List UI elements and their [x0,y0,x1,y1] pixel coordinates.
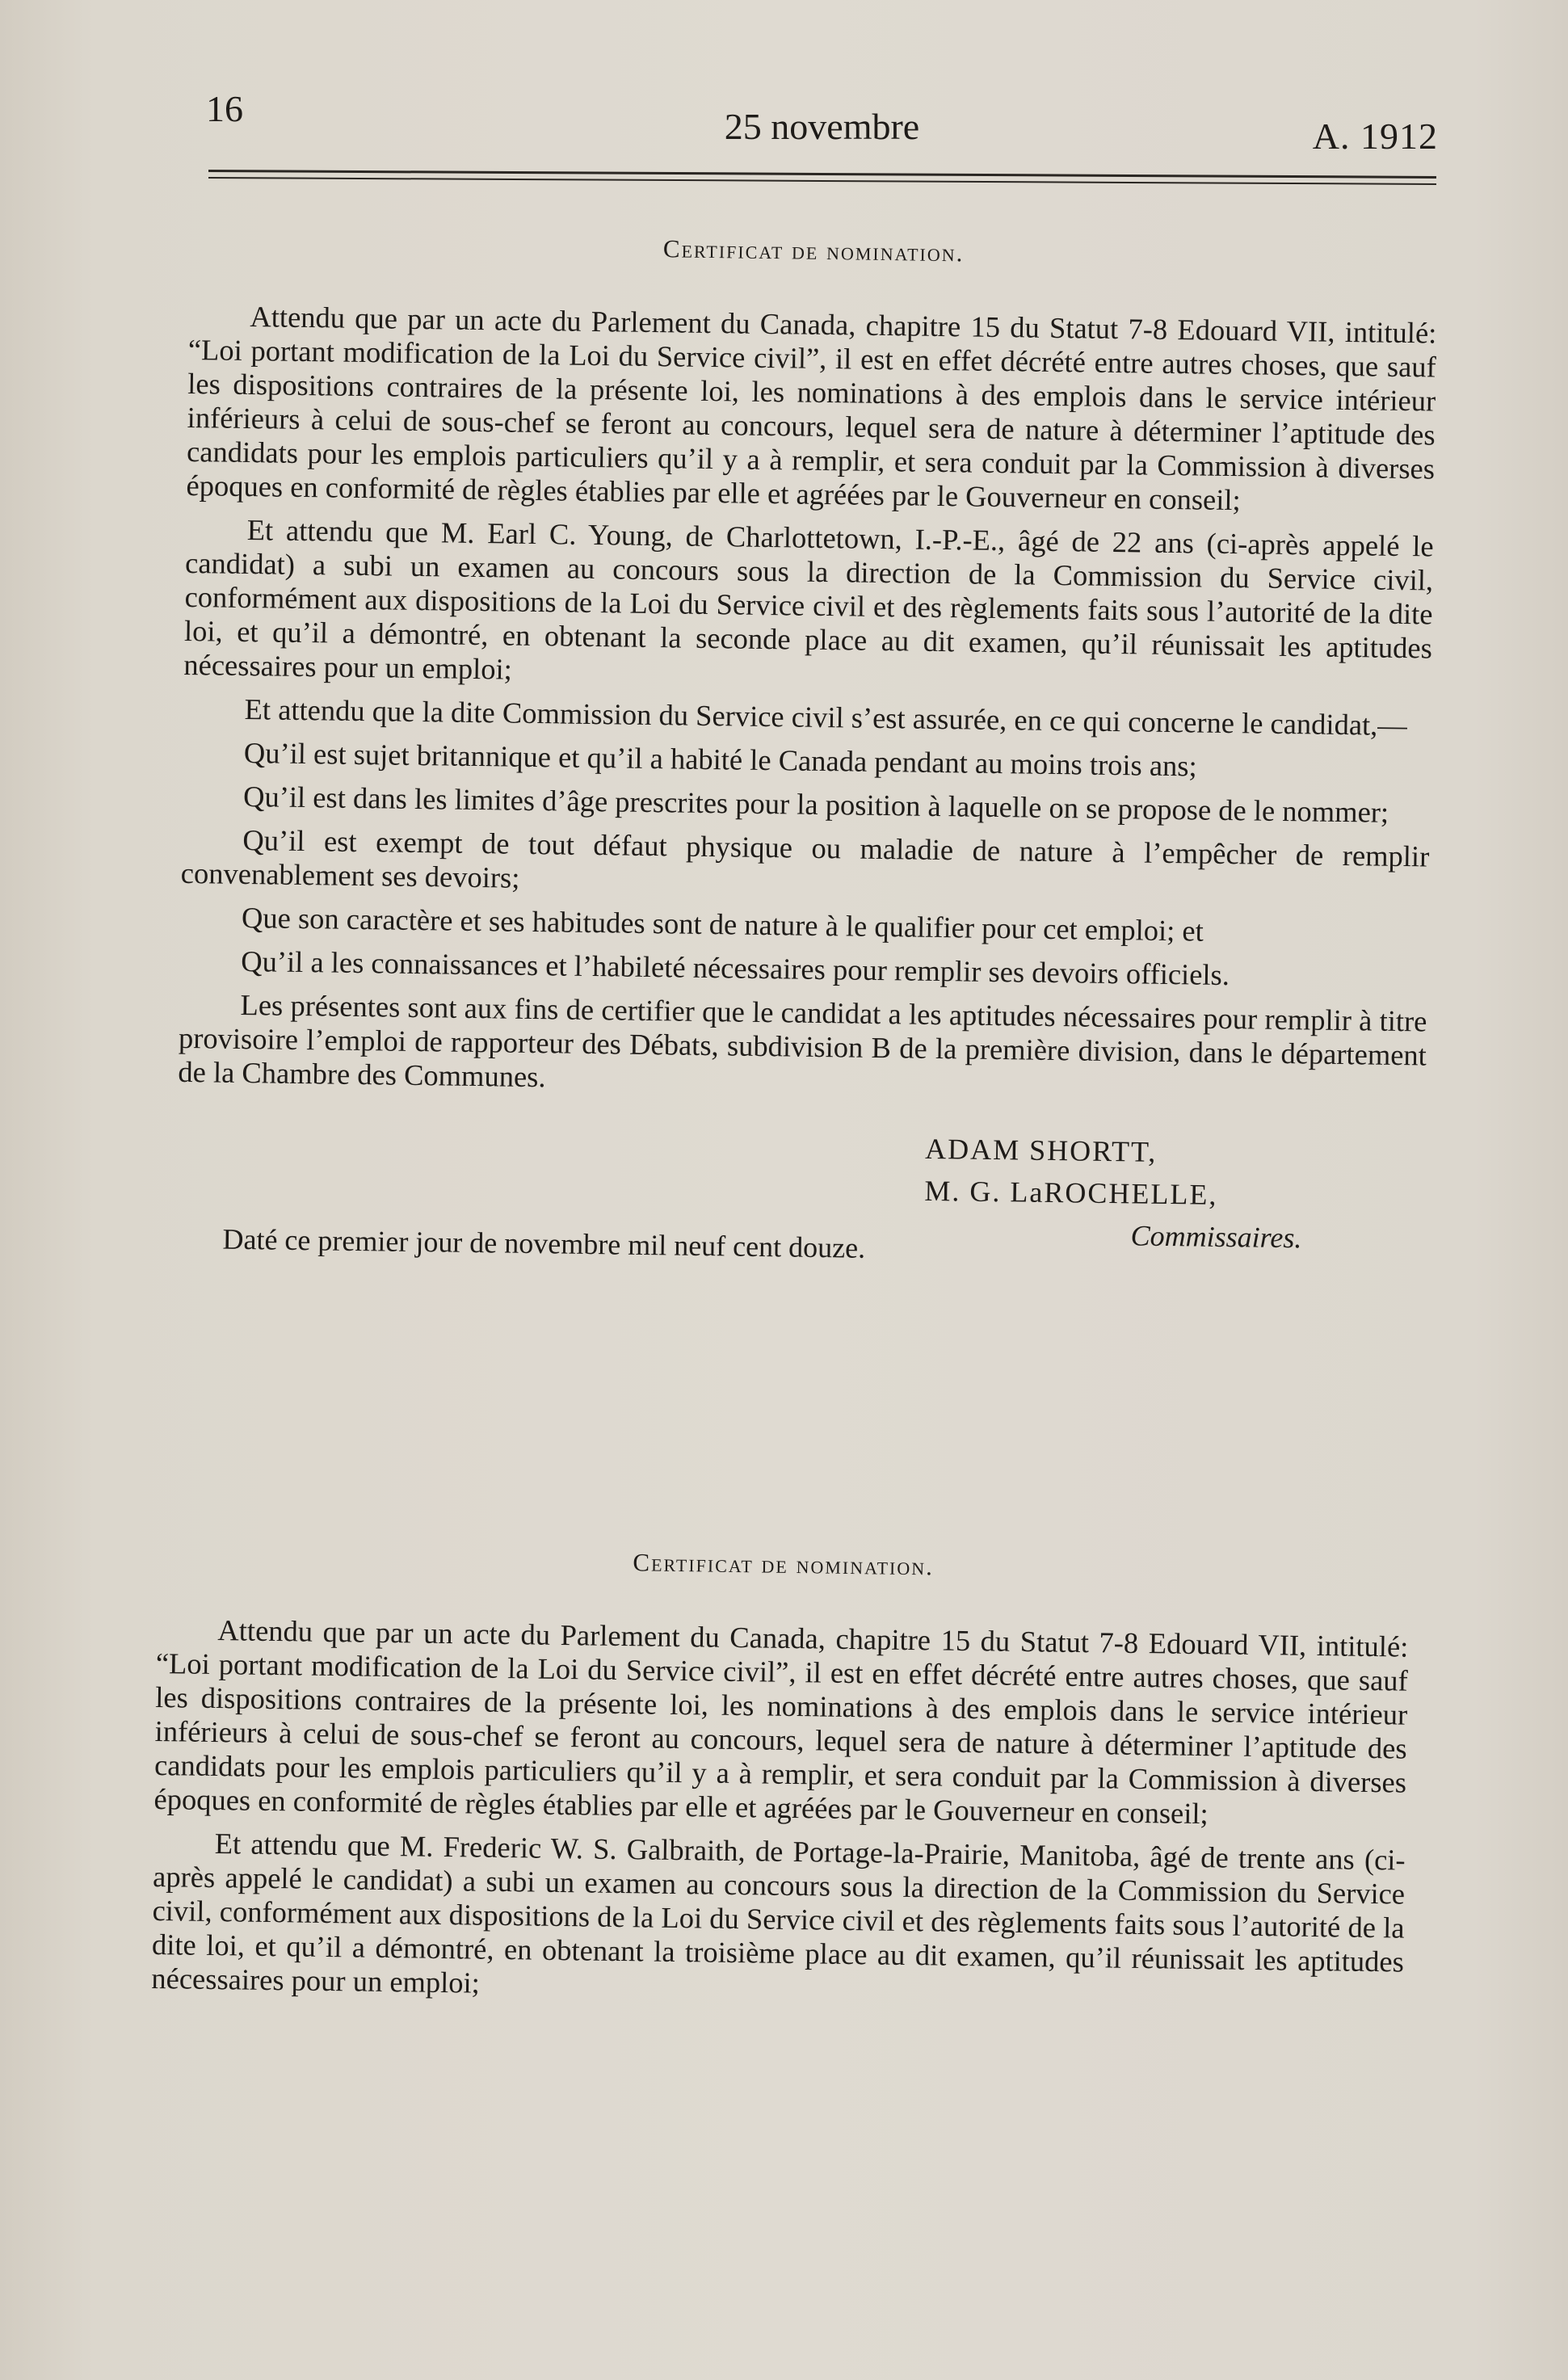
paragraph: Que son caractère et ses habitudes sont de nature à le qualifier pour cet emploi; et [241,900,1204,948]
page-number: 16 [206,88,243,129]
paragraph: Attendu que par un acte du Parlement du Canada, chapitre 15 du Statut 7-8 Edouard VII, intitulé: “Loi portant modification de la Loi du Service civil”, il est en effet décrété entre autres choses, que sauf les dispositions contraires de la présente loi, les nominations à des emplois dans le service intérieur inférieurs à celui de sous-chef se feront au concours, lequel sera de nature à déterminer l’aptitude des candidats pour les emplois particuliers qu’il y a à remplir, et sera conduit par la Commission à diverses époques en conformité de règles établies par elle et agréées par le Gouverneur en conseil; [186,300,1437,517]
certificate-title: Certificat de nomination. [662,234,965,267]
certificate-title: Certificat de nomination. [633,1548,935,1581]
paragraph: Et attendu que M. Frederic W. S. Galbraith, de Portage-la-Prairie, Manitoba, âgé de trente ans (ci-après appelé le candidat) a subi un examen au concours sous la direction de la Commission du Service civil, conformément aux dispositions de la Loi du Service civil et des règlements faits sous l’autorité de la dite loi, et qu’il a démontré, en obtenant la troisième place au dit examen, qu’il réunissait les aptitudes nécessaires pour un emploi; [151,1827,1406,1999]
page-header [206,81,1438,157]
signatory-title: Commissaires. [1130,1219,1302,1255]
paragraph: Attendu que par un acte du Parlement du Canada, chapitre 15 du Statut 7-8 Edouard VII, intitulé: “Loi portant modification de la Loi du Service civil”, il est en effet décrété entre autres choses, que sauf les dispositions contraires de la présente loi, les nominations à des emplois dans le service intérieur inférieurs à celui de sous-chef se feront au concours, lequel sera de nature à déterminer l’aptitude des candidats pour les emplois particuliers qu’il y a à remplir, et sera conduit par la Commission à diverses époques en conformité de règles établies par elle et agréées par le Gouverneur en conseil; [153,1613,1409,1831]
paragraph: Qu’il est exempt de tout défaut physique ou maladie de nature à l’empêcher de remplir convenablement ses devoirs; [180,822,1430,894]
paragraph: Les présentes sont aux fins de certifier que le candidat a les aptitudes nécessaires pour remplir à titre provisoire l’emploi de rapporteur des Débats, subdivision B de la première division, dans le département de la Chambre des Communes. [178,987,1427,1094]
signatory-name: ADAM SHORTT, [924,1132,1158,1168]
header-double-rule [208,170,1436,183]
signature-block [175,1121,1426,1293]
certificate-2 [151,1541,1410,2023]
paragraph: Et attendu que M. Earl C. Young, de Charlottetown, I.-P.-E., âgé de 22 ans (ci-après appelé le candidat) a subi un examen au concours sous la direction de la Commission du Service civil, conformément aux dispositions de la Loi du Service civil et des règlements faits sous l’autorité de la dite loi, et qu’il a démontré, en obtenant la seconde place au dit examen, qu’il réunissait les aptitudes nécessaires pour un emploi; [183,513,1434,686]
date-line: Daté ce premier jour de novembre mil neuf cent douze. [222,1222,866,1264]
signatory-name: M. G. LaROCHELLE, [924,1174,1218,1211]
header-date: 25 novembre [724,106,920,147]
header-year: A. 1912 [1312,116,1438,157]
paragraph: Qu’il est dans les limites d’âge prescrites pour la position à laquelle on se propose de le nommer; [242,779,1389,829]
paragraph: Qu’il a les connaissances et l’habileté nécessaires pour remplir ses devoirs officiels. [241,944,1230,992]
paragraph: Qu’il est sujet britannique et qu’il a habité le Canada pendant au moins trois ans; [243,735,1197,783]
certificate-1 [175,228,1438,1292]
paragraph: Et attendu que la dite Commission du Service civil s’est assurée, en ce qui concerne le candidat,— [244,692,1408,742]
